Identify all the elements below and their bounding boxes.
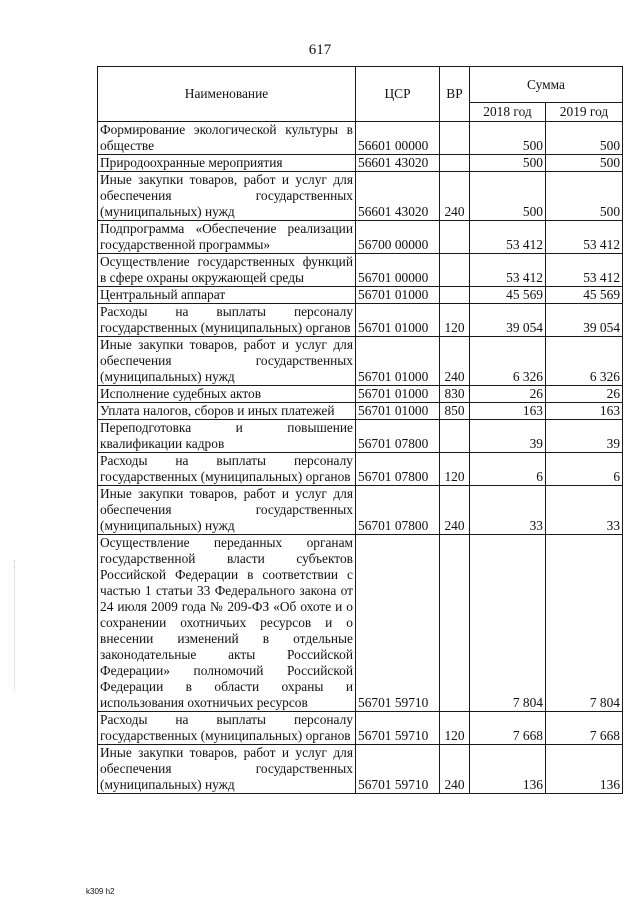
row-code: 56701 01000 [356, 287, 440, 304]
row-code: 56701 00000 [356, 254, 440, 287]
row-sum-2018: 33 [470, 486, 546, 535]
row-sum-2019: 33 [546, 486, 623, 535]
row-name: Переподготовка и повышение квалификации кадров [98, 420, 356, 453]
row-vr: 240 [440, 486, 470, 535]
header-code: ЦСР [356, 67, 440, 122]
table-row [98, 712, 623, 745]
row-vr: 120 [440, 304, 470, 337]
row-sum-2018: 500 [470, 155, 546, 172]
row-code: 56701 07800 [356, 420, 440, 453]
row-code: 56601 43020 [356, 172, 440, 221]
row-sum-2018: 45 569 [470, 287, 546, 304]
budget-table [97, 66, 623, 794]
table-row [98, 337, 623, 386]
table-row [98, 221, 623, 254]
row-code: 56701 59710 [356, 535, 440, 712]
row-code: 56701 59710 [356, 745, 440, 794]
row-vr: 240 [440, 337, 470, 386]
row-name: Природоохранные мероприятия [98, 155, 356, 172]
table-row [98, 745, 623, 794]
row-sum-2019: 500 [546, 155, 623, 172]
header-year-2018: 2018 год [470, 103, 546, 122]
table-row [98, 420, 623, 453]
table-row [98, 403, 623, 420]
row-vr: 240 [440, 745, 470, 794]
row-name: Центральный аппарат [98, 287, 356, 304]
row-sum-2018: 7 804 [470, 535, 546, 712]
row-name: Уплата налогов, сборов и иных платежей [98, 403, 356, 420]
row-sum-2019: 7 668 [546, 712, 623, 745]
row-code: 56701 01000 [356, 403, 440, 420]
page-number: 617 [308, 42, 332, 58]
row-sum-2019: 500 [546, 172, 623, 221]
row-sum-2019: 163 [546, 403, 623, 420]
row-name: Осуществление государственных функций в сфере охраны окружающей среды [98, 254, 356, 287]
row-name: Формирование экологической культуры в обществе [98, 122, 356, 155]
row-code: 56701 07800 [356, 486, 440, 535]
row-vr: 120 [440, 712, 470, 745]
table-row [98, 486, 623, 535]
row-code: 56701 59710 [356, 712, 440, 745]
row-sum-2018: 7 668 [470, 712, 546, 745]
row-vr [440, 122, 470, 155]
row-sum-2018: 26 [470, 386, 546, 403]
row-sum-2019: 45 569 [546, 287, 623, 304]
row-name: Иные закупки товаров, работ и услуг для обеспечения государственных (муниципальных) нужд [98, 486, 356, 535]
table-row [98, 122, 623, 155]
row-vr [440, 420, 470, 453]
row-code: 56701 01000 [356, 304, 440, 337]
row-sum-2018: 6 [470, 453, 546, 486]
row-sum-2019: 6 326 [546, 337, 623, 386]
row-name: Иные закупки товаров, работ и услуг для обеспечения государственных (муниципальных) нужд [98, 337, 356, 386]
row-sum-2019: 7 804 [546, 535, 623, 712]
row-code: 56701 01000 [356, 337, 440, 386]
row-sum-2018: 500 [470, 172, 546, 221]
row-vr: 830 [440, 386, 470, 403]
row-sum-2018: 53 412 [470, 254, 546, 287]
row-code: 56701 07800 [356, 453, 440, 486]
row-sum-2018: 6 326 [470, 337, 546, 386]
row-sum-2018: 163 [470, 403, 546, 420]
table-row [98, 386, 623, 403]
row-code: 56601 43020 [356, 155, 440, 172]
header-sum: Сумма [470, 67, 623, 103]
row-sum-2019: 500 [546, 122, 623, 155]
row-sum-2019: 6 [546, 453, 623, 486]
row-vr [440, 535, 470, 712]
row-name: Осуществление переданных органам государственной власти субъектов Российской Федерации в соответствии с частью 1 статьи 33 Федерального закона от 24 июля 2009 года № 209-ФЗ «Об охоте и о сохранении охотничьих ресурсов и о внесении изменений в отдельные законодательные акты Российской Федерации» полномочий Российской Федерации в области охраны и использования охотничьих ресурсов [98, 535, 356, 712]
row-sum-2019: 26 [546, 386, 623, 403]
row-sum-2019: 39 [546, 420, 623, 453]
header-vr: ВР [440, 67, 470, 122]
row-sum-2019: 53 412 [546, 221, 623, 254]
row-vr [440, 254, 470, 287]
table-row [98, 453, 623, 486]
row-name: Расходы на выплаты персоналу государственных (муниципальных) органов [98, 304, 356, 337]
row-name: Расходы на выплаты персоналу государственных (муниципальных) органов [98, 453, 356, 486]
row-sum-2019: 136 [546, 745, 623, 794]
footer-code: k309 h2 [86, 887, 115, 896]
row-sum-2018: 39 [470, 420, 546, 453]
row-code: 56701 01000 [356, 386, 440, 403]
row-sum-2018: 53 412 [470, 221, 546, 254]
table-row [98, 172, 623, 221]
row-sum-2019: 39 054 [546, 304, 623, 337]
row-name: Подпрограмма «Обеспечение реализации государственной программы» [98, 221, 356, 254]
row-vr [440, 155, 470, 172]
table-row [98, 304, 623, 337]
row-sum-2018: 39 054 [470, 304, 546, 337]
header-name: Наименование [98, 67, 356, 122]
row-name: Иные закупки товаров, работ и услуг для обеспечения государственных (муниципальных) нужд [98, 172, 356, 221]
row-sum-2018: 500 [470, 122, 546, 155]
row-code: 56601 00000 [356, 122, 440, 155]
row-vr [440, 221, 470, 254]
table-row [98, 254, 623, 287]
row-sum-2018: 136 [470, 745, 546, 794]
row-code: 56700 00000 [356, 221, 440, 254]
table-row [98, 535, 623, 712]
row-sum-2019: 53 412 [546, 254, 623, 287]
row-name: Расходы на выплаты персоналу государственных (муниципальных) органов [98, 712, 356, 745]
row-vr: 120 [440, 453, 470, 486]
row-vr: 850 [440, 403, 470, 420]
row-vr: 240 [440, 172, 470, 221]
row-vr [440, 287, 470, 304]
header-year-2019: 2019 год [546, 103, 623, 122]
scan-margin-marks [14, 560, 16, 690]
table-row [98, 287, 623, 304]
row-name: Иные закупки товаров, работ и услуг для обеспечения государственных (муниципальных) нужд [98, 745, 356, 794]
table-row [98, 155, 623, 172]
row-name: Исполнение судебных актов [98, 386, 356, 403]
